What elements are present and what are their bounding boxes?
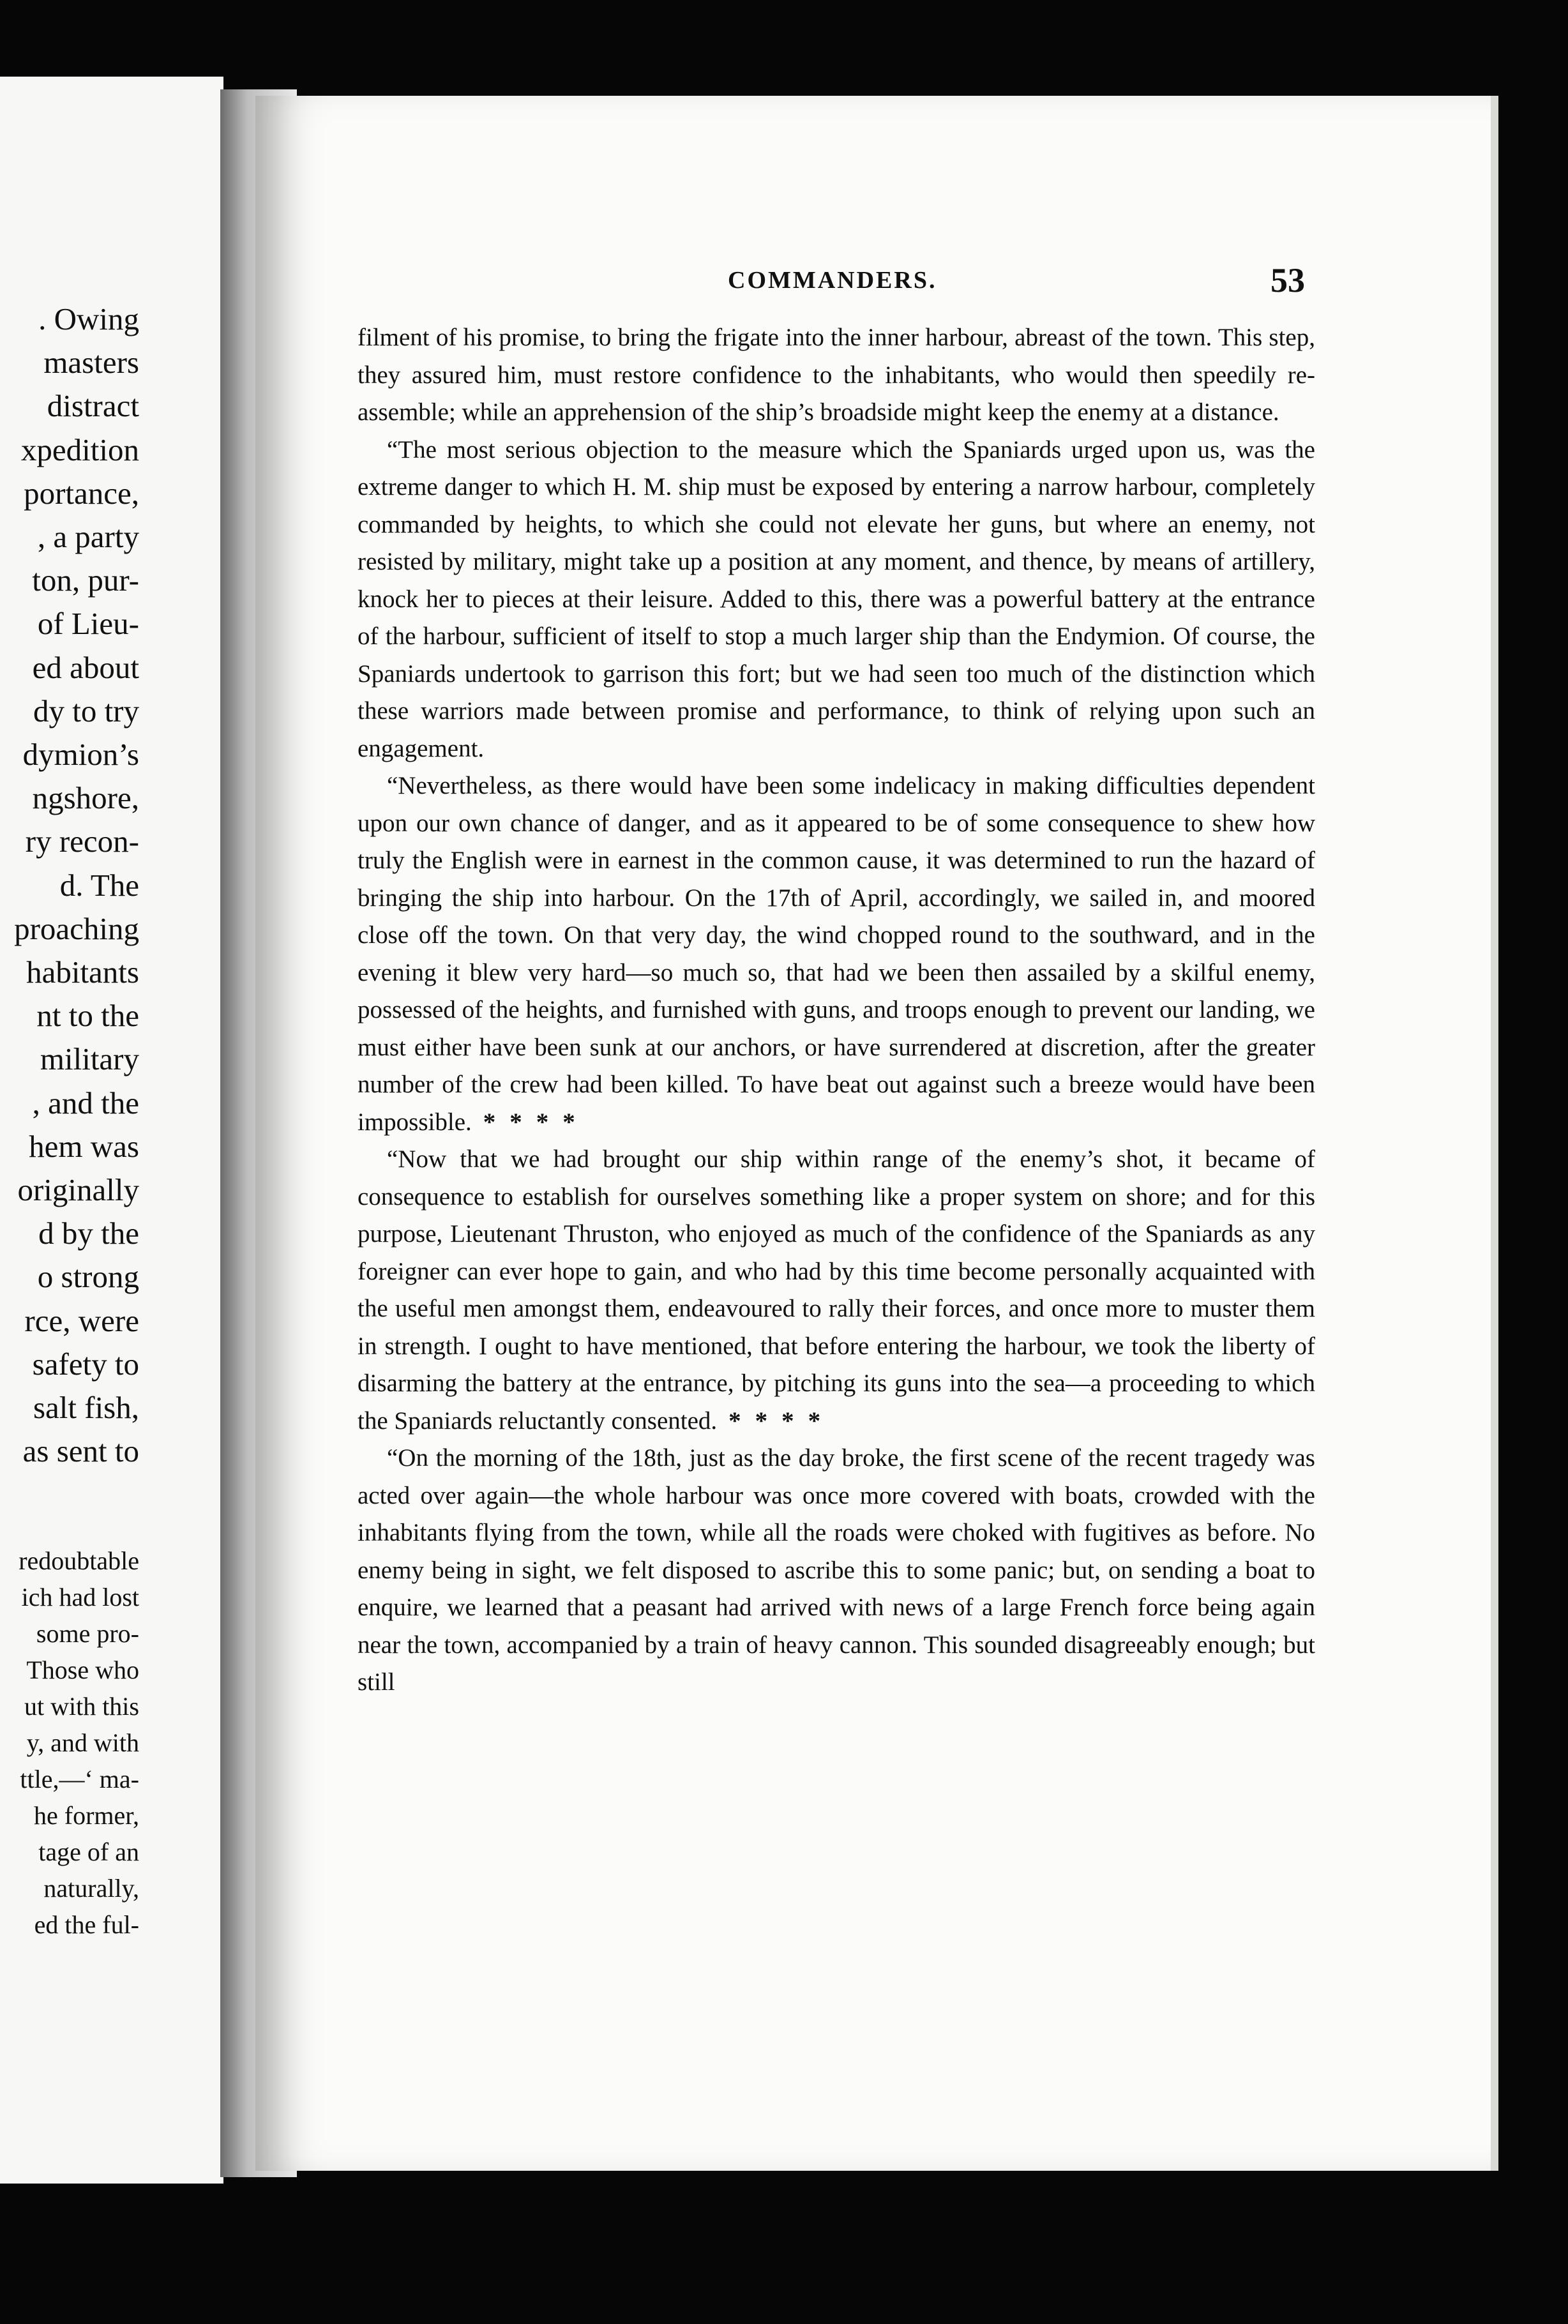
paragraph: filment of his promise, to bring the frigate into the inner harbour, abreast of the town. This step, they assured him, must restore confidence to the inhabitants, who would then speedily re-assemble; while an apprehension of the ship’s broadside might keep the enemy at a distance.	[358, 324, 1315, 426]
left-page-line: , and the	[32, 1085, 139, 1120]
left-page-line: tage of an	[38, 1837, 139, 1866]
left-page-line: salt fish,	[33, 1390, 139, 1425]
left-page-line: rce, were	[24, 1302, 139, 1338]
left-page-line: ngshore,	[32, 780, 139, 816]
left-page-line: masters	[43, 345, 139, 381]
left-page-line: d by the	[38, 1216, 139, 1251]
paragraph: “On the morning of the 18th, just as the day broke, the first scene of the recent tragedy was acted over again—the whole harbour was once more covered with boats, crowded with the inhabitants flying from the town, while all the roads were choked with fugitives as before. No enemy being in sight, we felt disposed to ascribe this to some panic; but, on sending a boat to enquire, we learned that a peasant had arrived with news of a large French force being again near the town, accompanied by a train of heavy cannon. This sounded disagreeably enough; but still	[358, 1444, 1315, 1696]
left-page-line: military	[40, 1041, 139, 1077]
left-page-line: ttle,—‘ ma-	[20, 1765, 139, 1793]
paragraph: “The most serious objection to the measure which the Spaniards urged upon us, was the extreme danger to which H. M. ship must be exposed by entering a narrow harbour, completely commanded by heights, to which she could not elevate her guns, but where an enemy, not resisted by military, might take up a position at any moment, and thence, by means of artillery, knock her to pieces at their leisure. Added to this, there was a powerful battery at the entrance of the harbour, sufficient of itself to stop a much larger ship than the Endymion. Of course, the Spaniards undertook to garrison this fort; but we had seen too much of the distinction which these warriors made between promise and performance, to think of relying upon such an engagement.	[358, 435, 1315, 762]
left-page-line: originally	[17, 1172, 139, 1207]
left-page-line: naturally,	[43, 1874, 139, 1903]
left-page-line: Those who	[26, 1656, 139, 1684]
running-header: COMMANDERS.	[728, 267, 937, 294]
left-page-line: ed the ful-	[34, 1910, 139, 1939]
paragraph	[358, 1141, 1315, 1440]
paragraph-text: “Nevertheless, as there would have been some indelicacy in making difficulties dependent upon our own chance of danger, and as it appeared to be of some consequence to shew how truly the English were in earnest in the common cause, it was determined to run the hazard of bringing the ship into harbour. On the 17th of April, accordingly, we sailed in, and moored close off the town. On that very day, the wind chopped round to the southward, and in the evening it blew very hard—so much so, that had we been then assailed by a skilful enemy, possessed of the heights, and furnished with guns, and troops enough to prevent our landing, we must either have been sunk at our anchors, or have surrendered at discretion, after the greater number of the crew had been killed. To have beat out against such a breeze would have been impossible.	[358, 772, 1315, 1136]
left-page-line: hem was	[29, 1128, 139, 1164]
left-page-line: as sent to	[22, 1433, 139, 1469]
left-page-line: portance,	[24, 475, 139, 511]
left-page-line: d. The	[59, 867, 139, 903]
left-page-line: safety to	[32, 1346, 139, 1382]
left-page-line: some pro-	[36, 1619, 139, 1648]
left-page-line: proaching	[14, 910, 139, 946]
left-page-line: distract	[47, 388, 139, 424]
left-page-line: habitants	[26, 954, 139, 990]
page-number: 53	[1270, 261, 1305, 299]
left-page-line: he former,	[34, 1801, 139, 1830]
left-page-line: ry recon-	[25, 824, 139, 859]
left-page-line: ed about	[32, 649, 139, 685]
left-page-line: . Owing	[38, 301, 139, 336]
left-page-line: ton, pur-	[32, 562, 139, 598]
left-page-line: dymion’s	[22, 737, 139, 772]
body-text	[358, 319, 1315, 1701]
left-page-line: , a party	[37, 519, 139, 554]
left-page-line: y, and with	[26, 1728, 139, 1757]
paragraph	[358, 767, 1315, 1141]
page-edge	[1491, 96, 1498, 2171]
ellipsis-stars: ****	[483, 1108, 589, 1136]
left-page-line: ut with this	[24, 1692, 139, 1721]
left-page-line: xpedition	[20, 432, 139, 467]
paragraph-text: “Now that we had brought our ship within range of the enemy’s shot, it became of consequence to establish for ourselves something like a proper system on shore; and for this purpose, Lieutenant Thruston, who enjoyed as much of the confidence of the Spaniards as any foreigner can ever hope to gain, and who had by this time become personally acquainted with the useful men amongst them, endeavoured to rally their forces, and once more to muster them in strength. I ought to have mentioned, that before entering the harbour, we took the liberty of disarming the battery at the entrance, by pitching its guns into the sea—a proceeding to which the Spaniards reluctantly consented.	[358, 1145, 1315, 1435]
left-page-line: dy to try	[33, 693, 139, 728]
left-page-line: of Lieu-	[37, 606, 139, 642]
left-page-line: nt to the	[36, 998, 139, 1034]
left-page-line: o strong	[37, 1259, 139, 1295]
ellipsis-stars: ****	[728, 1407, 835, 1435]
left-page-line: ich had lost	[21, 1583, 139, 1611]
left-page-line: redoubtable	[19, 1546, 139, 1575]
